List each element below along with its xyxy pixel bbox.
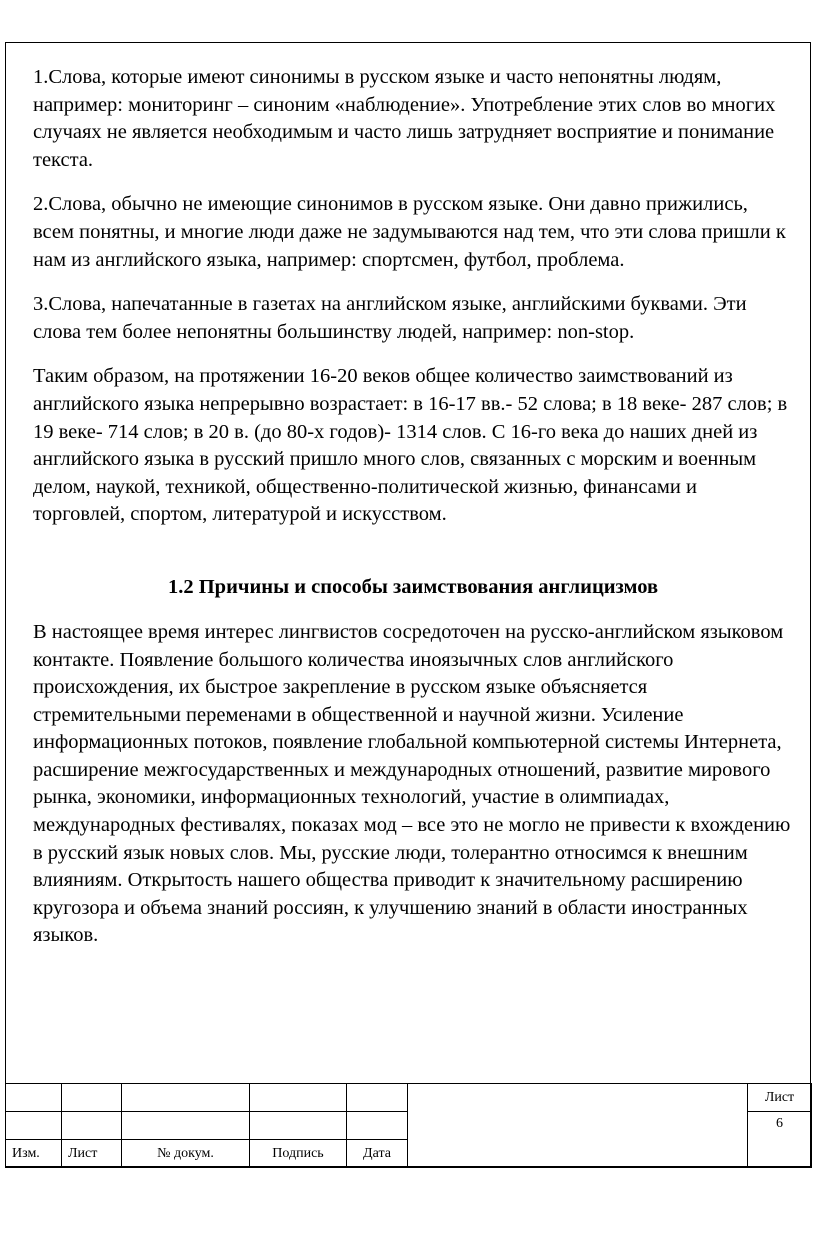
col-list: Лист xyxy=(62,1140,122,1168)
paragraph-4: Таким образом, на протяжении 16-20 веков общее количество заимствований из английского языка непрерывно возрастает: в 16-17 вв.- 52 слова; в 18 веке- 287 слов; в 19 веке- 714 слов; в 20 в. (до 80-х годов)- 1314 слов. С 16-го века до наших дней из английского языка в русский пришло много слов, связанных с морским и военным делом, наукой, техникой, общественно-политической жизнью, финансами и торговлей, спортом, литературой и искусством. xyxy=(33,365,788,526)
cell-blank xyxy=(62,1112,122,1140)
cell-blank xyxy=(6,1084,62,1112)
paragraph-3: 3.Слова, напечатанные в газетах на английском языке, английскими буквами. Эти слова тем более непонятны большинству людей, например: non-stop. xyxy=(33,293,747,343)
cell-blank xyxy=(62,1084,122,1112)
paragraph-1: 1.Слова, которые имеют синонимы в русском языке и часто непонятны людям, например: мониторинг – синоним «наблюдение». Употребление этих слов во многих случаях не является необходимым и часто лишь затрудняет восприятие и понимание текста. xyxy=(33,66,776,171)
col-date: Дата xyxy=(347,1140,408,1168)
cell-blank xyxy=(6,1112,62,1140)
section-heading: 1.2 Причины и способы заимствования англицизмов xyxy=(167,575,659,598)
cell-blank xyxy=(347,1084,408,1112)
cell-blank xyxy=(347,1112,408,1140)
col-signature: Подпись xyxy=(250,1140,347,1168)
col-doc-no: № докум. xyxy=(122,1140,250,1168)
document-body xyxy=(33,64,793,967)
section-paragraph: В настоящее время интерес лингвистов сосредоточен на русско-английском языковом контакте. Появление большого количества иноязычных слов английского происхождения, их быстрое закрепление в русском языке объясняется стремительными переменами в общественной и научной жизни. Усиление информационных потоков, появление глобальной компьютерной системы Интернета, расширение межгосударственных и международных отношений, развитие мирового рынка, экономики, информационных технологий, участие в олимпиадах, международных фестивалях, показах мод – все это не могло не привести к вхождению в русский язык новых слов. Мы, русские люди, толерантно относимся к внешним влияниям. Открытость нашего общества приводит к значительному расширению кругозора и объема знаний россиян, к улучшению знаний в области иностранных языков. xyxy=(33,620,791,947)
document-title-cell xyxy=(408,1084,748,1168)
col-izm: Изм. xyxy=(6,1140,62,1168)
sheet-number: 6 xyxy=(748,1112,812,1168)
cell-blank xyxy=(250,1112,347,1140)
paragraph-2: 2.Слова, обычно не имеющие синонимов в русском языке. Они давно прижились, всем понятны, и многие люди даже не задумываются над тем, что эти слова пришли к нам из английского языка, например: спортсмен, футбол, проблема. xyxy=(33,193,786,271)
sheet-label: Лист xyxy=(748,1084,812,1112)
cell-blank xyxy=(122,1084,250,1112)
cell-blank xyxy=(250,1084,347,1112)
cell-blank xyxy=(122,1112,250,1140)
title-block xyxy=(5,1083,812,1168)
